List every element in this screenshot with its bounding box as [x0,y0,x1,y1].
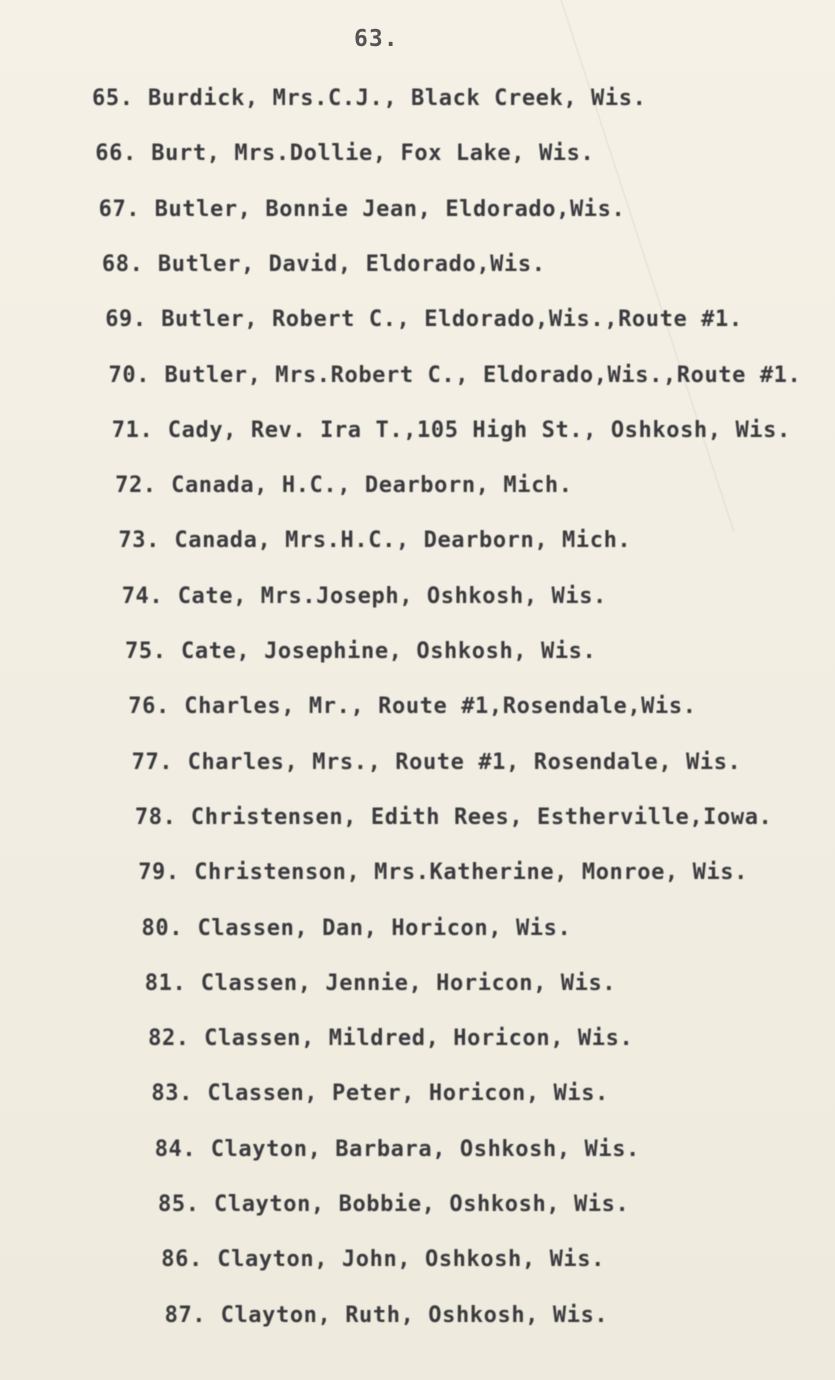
entry-number: 67. [98,196,141,222]
entry-number: 86. [161,1247,203,1273]
entry-text: Butler, Bonnie Jean, Eldorado,Wis. [154,196,626,222]
entry-text: Burt, Mrs.Dollie, Fox Lake, Wis. [151,141,595,167]
entry-text: Clayton, Bobbie, Oshkosh, Wis. [214,1192,630,1217]
entry-number: 77. [131,749,174,775]
entry-text: Butler, David, Eldorado,Wis. [157,251,546,277]
list-item [151,1083,609,1105]
list-item [131,749,742,775]
entry-number: 78. [134,804,177,830]
list-item [121,583,607,609]
entry-number: 70. [108,362,151,388]
list-item [144,970,617,996]
list-item [98,196,626,222]
list-item [134,804,773,830]
entry-text: Canada, H.C., Dearborn, Mich. [171,473,573,499]
list-item [148,1028,633,1050]
entry-text: Classen, Jennie, Horicon, Wis. [200,970,617,996]
entry-number: 84. [154,1136,197,1162]
entry-text: Christenson, Mrs.Katherine, Monroe, Wis. [194,860,748,886]
entry-text: Butler, Mrs.Robert C., Eldorado,Wis.,Route #1. [164,362,802,388]
entry-text: Classen, Peter, Horicon, Wis. [207,1081,609,1107]
list-item [111,417,791,443]
entry-text: Classen, Dan, Horicon, Wis. [197,915,572,941]
entry-number: 85. [158,1192,200,1217]
list-item [161,1249,605,1271]
entry-number: 65. [92,86,134,111]
list-item [105,309,743,331]
entry-number: 76. [128,694,170,720]
list-item [101,251,546,277]
list-item [138,862,748,884]
list-item [164,1302,609,1328]
entry-number: 79. [138,860,180,886]
entry-text: Cady, Rev. Ira T.,105 High St., Oshkosh, Wis. [167,417,791,443]
entry-number: 74. [121,583,164,609]
list-item [125,641,596,663]
entry-text: Cate, Mrs.Joseph, Oshkosh, Wis. [177,583,607,609]
entry-number: 73. [118,528,160,554]
list-item [118,530,631,552]
entry-text: Clayton, Ruth, Oshkosh, Wis. [220,1302,609,1328]
entry-number: 72. [115,473,157,499]
list-item [95,143,594,165]
list-item [158,1194,629,1216]
entry-number: 75. [125,639,167,664]
entry-number: 66. [95,141,137,167]
entry-text: Cate, Josephine, Oshkosh, Wis. [181,639,597,664]
entry-number: 80. [141,915,184,941]
list-item [141,915,572,941]
entry-text: Clayton, Barbara, Oshkosh, Wis. [210,1136,640,1162]
entry-number: 81. [144,970,187,996]
entry-text: Christensen, Edith Rees, Estherville,Iowa. [190,804,773,830]
entry-number: 71. [111,417,154,443]
entry-number: 82. [148,1026,190,1052]
entry-text: Classen, Mildred, Horicon, Wis. [204,1026,634,1052]
entry-text: Canada, Mrs.H.C., Dearborn, Mich. [174,528,632,554]
entry-number: 69. [105,307,147,333]
entry-text: Butler, Robert C., Eldorado,Wis.,Route #1. [161,307,743,333]
entry-text: Charles, Mrs., Route #1, Rosendale, Wis. [187,749,742,775]
list-item [128,696,696,718]
list-item [92,88,646,110]
list-item [154,1136,640,1162]
list-item [108,362,802,388]
entry-number: 87. [164,1302,207,1328]
entry-number: 83. [151,1081,193,1107]
entry-text: Charles, Mr., Route #1,Rosendale,Wis. [184,694,697,720]
page-number: 63. [354,26,399,52]
entry-number: 68. [101,251,144,277]
entry-text: Burdick, Mrs.C.J., Black Creek, Wis. [148,86,647,111]
entry-text: Clayton, John, Oshkosh, Wis. [217,1247,605,1273]
list-item [115,475,573,497]
